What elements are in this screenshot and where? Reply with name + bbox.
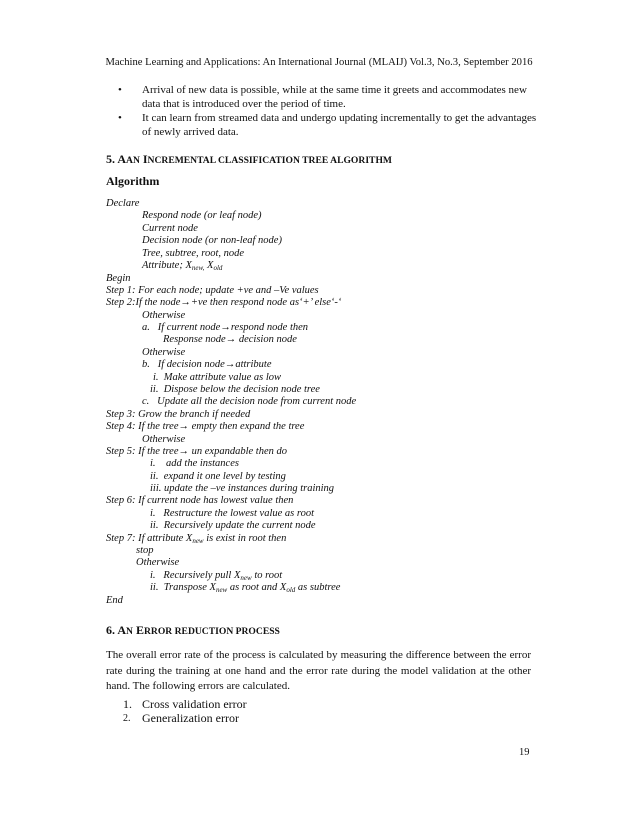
pseudo-line: i. add the instances [150,458,239,469]
pseudo-line: Otherwise [142,347,186,358]
pseudo-line: Step 1: For each node; update +ve and –Ve values [106,285,319,296]
pseudo-line: Step 7: If attribute $X_{new}$ is exist in root then [106,533,287,545]
list-number: 1. [123,697,132,711]
pseudo-line: Declare [106,198,140,209]
pseudo-line: Step 5: If the tree→ un expandable then do [106,446,287,457]
pseudo-line: ii. Dispose below the decision node tree [150,384,320,395]
pseudo-line: Respond node (or leaf node) [142,210,262,221]
pseudo-line: Otherwise [142,310,186,321]
pseudo-line: ii. Transpose $X_{new}$ as root and $X_{old}$ as subtree [150,582,341,594]
pseudo-line: Decision node (or non-leaf node) [142,235,282,246]
section-number: 5. [106,152,115,166]
pseudo-line: stop [136,545,154,556]
bullet-icon: • [118,112,122,124]
list-item: Cross validation error [142,697,247,711]
pseudo-line: i. Restructure the lowest value as root [150,508,314,519]
right-arrow-icon: → [180,297,191,308]
bullet-line: data that is introduced over the period of time. [142,98,346,110]
bullet-icon: • [118,84,122,96]
pseudo-line: Otherwise [142,434,186,445]
pseudo-line: Step 6: If current node has lowest value then [106,495,294,506]
pseudo-line: End [106,595,123,606]
section-number: 6. [106,623,115,637]
pseudo-line: a. If current node→respond node then [142,322,309,333]
page-number: 19 [519,747,530,758]
section-6-heading: 6. AN ERROR REDUCTION PROCESS [106,623,280,637]
pseudo-line: Step 3: Grow the branch if needed [106,409,251,420]
list-number: 2. [123,713,131,724]
pseudo-line: b. If decision node→attribute [142,359,272,370]
pseudo-line: Otherwise [136,557,180,568]
pseudo-line: ii. Recursively update the current node [150,520,316,531]
pseudo-line: ii. expand it one level by testing [150,471,286,482]
pseudo-line: Begin [106,273,131,284]
bullet-line: Arrival of new data is possible, while at the same time it greets and accommodates new [142,84,527,96]
pseudo-line: iii. update the –ve instances during training [150,483,335,494]
section-5-heading: 5. AAN INCREMENTAL CLASSIFICATION TREE ALGORITHM [106,152,392,166]
pseudo-line: Step 4: If the tree→ empty then expand the tree [106,421,305,432]
bullet-line: It can learn from streamed data and undergo updating incrementally to get the advantages [142,112,537,124]
pseudo-line: c. Update all the decision node from current node [142,396,357,407]
pseudo-line: Step 2:If the node→+ve then respond node as‘+’ else‘-‘ [106,297,342,308]
journal-header: Machine Learning and Applications: An International Journal (MLAIJ) Vol.3, No.3, September 2016 [105,57,533,68]
right-arrow-icon: → [224,359,236,370]
right-arrow-icon: → [178,421,190,432]
list-item: Generalization error [142,711,239,725]
pseudo-line: Tree, subtree, root, node [142,248,245,259]
bullet-line: of newly arrived data. [142,126,239,138]
algorithm-heading: Algorithm [106,174,160,188]
pseudo-line: Current node [142,223,198,234]
right-arrow-icon: → [220,322,231,333]
pseudo-line: i. Make attribute value as low [153,372,282,383]
pseudo-line: Response node→ decision node [163,334,297,345]
right-arrow-icon: → [225,334,237,345]
pseudo-line: i. Recursively pull $X_{new}$ to root [150,570,283,582]
section-6-paragraph: The overall error rate of the process is calculated by measuring the difference between the error rate during the training at one hand and the error rate during the model validation at the other hand. The following errors are calculated. [106,649,531,692]
right-arrow-icon: → [178,446,190,457]
pseudo-line: Attribute; $X_{new,}$ $X_{old}$ [142,260,223,272]
